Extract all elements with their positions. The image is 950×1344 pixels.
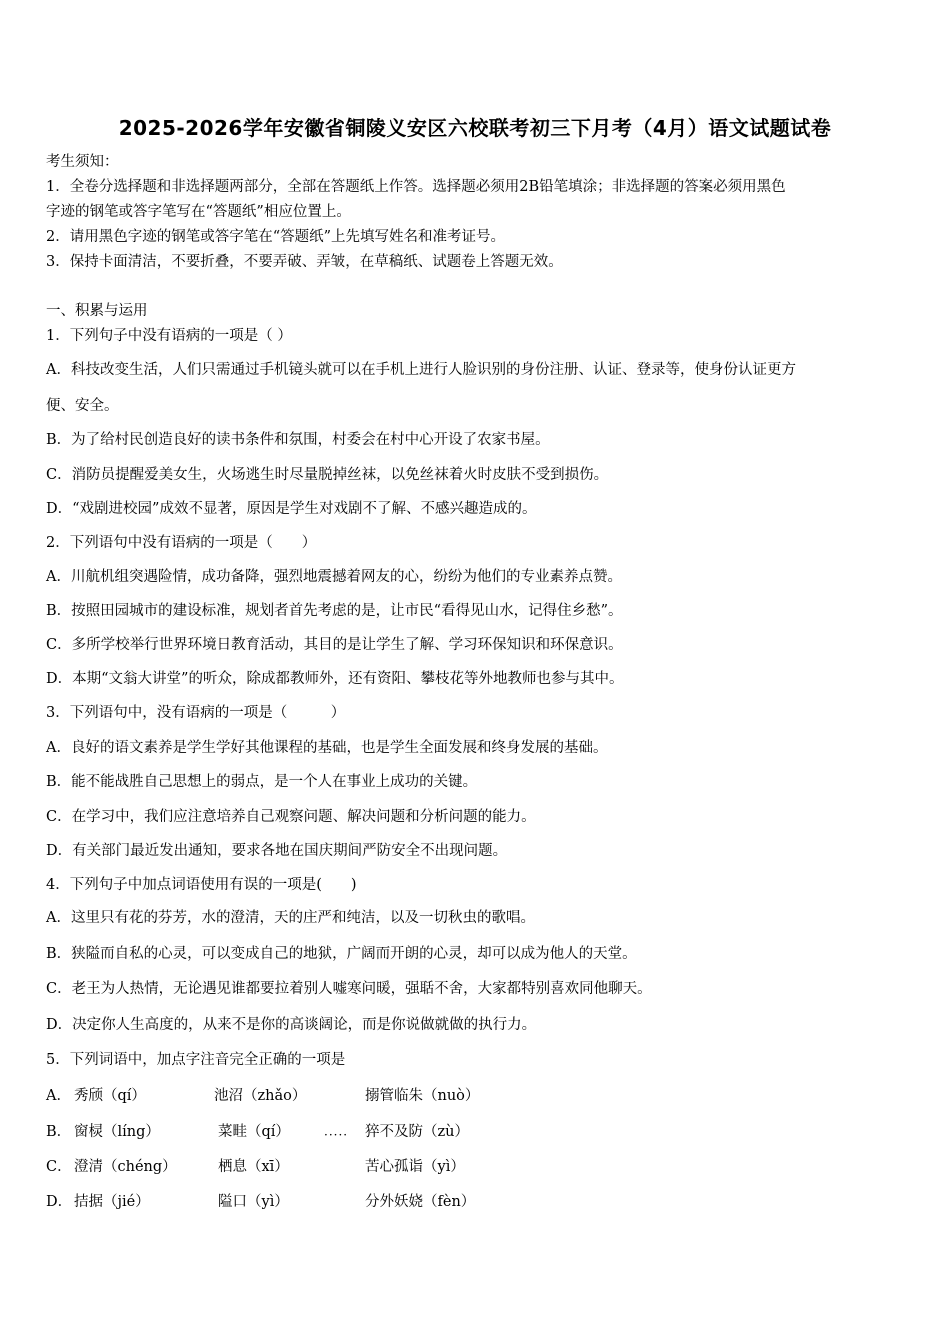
q3-option-b: B．能不能战胜自己思想上的弱点，是一个人在事业上成功的关键。	[46, 774, 478, 790]
q2-option-c: C．多所学校举行世界环境日教育活动，其目的是让学生了解、学习环保知识和环保意识。	[46, 637, 623, 653]
q4-option-b: B．狭隘而自私的心灵，可以变成自己的地狱，广阔而开朗的心灵，却可以成为他人的天堂。	[46, 946, 637, 962]
q5-option-d-label: D．	[46, 1194, 73, 1210]
q5-option-b-word1: 窗棂（líng）	[74, 1124, 160, 1140]
q5-option-a-label: A．	[46, 1088, 71, 1104]
q5-option-a-word3: 搦管临朱（nuò）	[365, 1088, 480, 1104]
q2-option-d: D．本期“文翁大讲堂”的听众，除成都教师外，还有资阳、攀枝花等外地教师也参与其中。	[46, 671, 624, 687]
q5-option-d-word1: 拮据（jié）	[74, 1194, 150, 1210]
q3-option-d: D．有关部门最近发出通知，要求各地在国庆期间严防安全不出现问题。	[46, 843, 508, 859]
q1-option-c: C．消防员提醒爱美女生，火场逃生时尽量脱掉丝袜，以免丝袜着火时皮肤不受到损伤。	[46, 467, 609, 483]
q5-option-c-label: C．	[46, 1159, 72, 1175]
q1-option-a: A．科技改变生活，人们只需通过手机镜头就可以在手机上进行人脸识别的身份注册、认证、登录等，使身份认证更方	[46, 362, 796, 378]
q2-stem: 2．下列语句中没有语病的一项是（ ）	[46, 535, 317, 551]
page-title: 2025-2026学年安徽省铜陵义安区六校联考初三下月考（4月）语文试题试卷	[118, 116, 832, 140]
notice-item-1-cont: 字迹的钢笔或答字笔写在“答题纸”相应位置上。	[46, 204, 351, 220]
q1-stem: 1．下列句子中没有语病的一项是（ ）	[46, 328, 292, 344]
notice-item-1: 1．全卷分选择题和非选择题两部分，全部在答题纸上作答。选择题必须用2B铅笔填涂；非选择题的答案必须用黑色	[46, 179, 786, 195]
q5-option-c-word3: 苦心孤诣（yì）	[365, 1159, 465, 1175]
q2-option-a: A．川航机组突遇险情，成功备降，强烈地震撼着网友的心，纷纷为他们的专业素养点赞。	[46, 569, 622, 585]
q4-option-c: C．老王为人热情，无论遇见谁都要拉着别人嘘寒问暖，强聒不舍，大家都特别喜欢同他聊天。	[46, 981, 652, 997]
q4-option-a: A．这里只有花的芬芳，水的澄清，天的庄严和纯洁，以及一切秋虫的歌唱。	[46, 910, 535, 926]
section-heading: 一、积累与运用	[46, 303, 148, 319]
q3-option-a: A．良好的语文素养是学生学好其他课程的基础，也是学生全面发展和终身发展的基础。	[46, 740, 608, 756]
q3-stem: 3．下列语句中，没有语病的一项是（ ）	[46, 705, 346, 721]
q4-stem: 4．下列句子中加点词语使用有误的一项是( )	[46, 877, 357, 893]
q1-option-d: D．“戏剧进校园”成效不显著，原因是学生对戏剧不了解、不感兴趣造成的。	[46, 501, 537, 517]
q5-option-d-word3: 分外妖娆（fèn）	[365, 1194, 476, 1210]
q5-stem: 5．下列词语中，加点字注音完全正确的一项是	[46, 1052, 346, 1068]
notice-heading: 考生须知：	[46, 154, 119, 170]
q5-option-c-word2: 栖息（xī）	[218, 1159, 289, 1175]
q5-option-a-word2: 池沼（zhǎo）	[214, 1088, 307, 1104]
q5-option-b-word2: 菜畦（qí）	[218, 1124, 290, 1140]
q3-option-c: C．在学习中，我们应注意培养自己观察问题、解决问题和分析问题的能力。	[46, 809, 536, 825]
q5-option-c-word1: 澄清（chéng）	[74, 1159, 177, 1175]
q5-option-b-label: B．	[46, 1124, 72, 1140]
q2-option-b: B．按照田园城市的建设标准，规划者首先考虑的是，让市民“看得见山水，记得住乡愁”。	[46, 603, 623, 619]
q5-option-d-word2: 隘口（yì）	[218, 1194, 289, 1210]
q1-option-a-cont: 便、安全。	[46, 398, 119, 414]
emphasis-dots: ·····	[324, 1128, 349, 1142]
q4-option-d: D．决定你人生高度的，从来不是你的高谈阔论，而是你说做就做的执行力。	[46, 1017, 537, 1033]
q1-option-b: B．为了给村民创造良好的读书条件和氛围，村委会在村中心开设了农家书屋。	[46, 432, 550, 448]
notice-item-2: 2．请用黑色字迹的钢笔或答字笔在“答题纸”上先填写姓名和准考证号。	[46, 229, 506, 245]
notice-item-3: 3．保持卡面清洁，不要折叠，不要弄破、弄皱，在草稿纸、试题卷上答题无效。	[46, 254, 563, 270]
q5-option-b-word3: 猝不及防（zù）	[365, 1124, 469, 1140]
q5-option-a-word1: 秀颀（qí）	[74, 1088, 146, 1104]
